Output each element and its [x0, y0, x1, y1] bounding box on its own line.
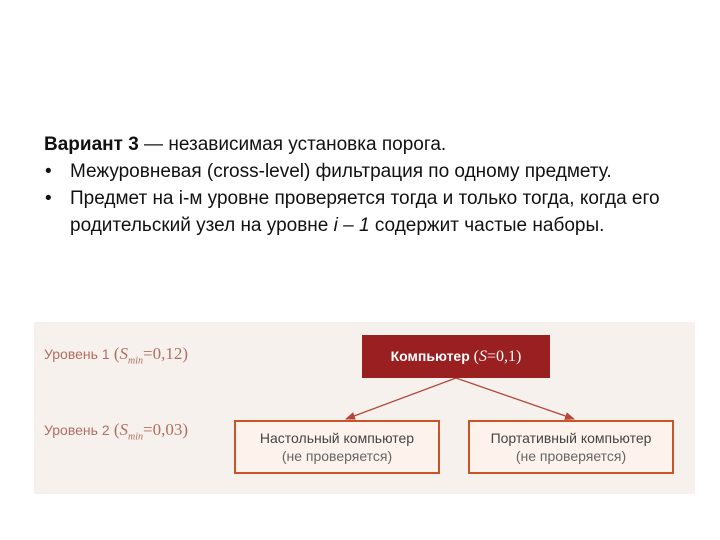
node-status: (не проверяется) — [515, 448, 627, 464]
bullet-marker: • — [45, 188, 52, 209]
variant-title: Вариант 3 — [44, 134, 139, 155]
bullet-text-part1: Предмет на i-м уровне проверяется тогда и только тогда, когда его родительский узел на уровне — [70, 188, 660, 236]
node-status: (не проверяется) — [281, 448, 393, 464]
level-1-label: Уровень 1 $(S_{min}=0,12)$ — [44, 344, 189, 367]
variant-description: — независимая установка порога. — [138, 134, 447, 155]
bullet-text-part2: содержит частые наборы. — [369, 215, 605, 236]
slide-heading — [44, 131, 704, 158]
level-2-label: Уровень 2 $(S_{min}=0,03)$ — [44, 420, 189, 443]
bullet-item-2 — [44, 185, 704, 239]
slide-text — [44, 131, 704, 239]
node-computer-label: Компьютер (S=0,1) — [390, 347, 522, 365]
bullet-item-1 — [44, 158, 704, 185]
node-laptop-computer — [468, 420, 674, 474]
edge-root-to-laptop — [456, 378, 574, 419]
node-computer — [362, 335, 550, 378]
edge-root-to-desktop — [346, 378, 456, 419]
bullet-marker: • — [45, 161, 52, 182]
node-desktop-computer — [234, 420, 440, 474]
bullet-text: Межуровневая (cross-level) фильтрация по одному предмету. — [70, 161, 612, 182]
bullet-text-italic: i – 1 — [333, 215, 370, 236]
hierarchy-diagram — [34, 322, 695, 494]
node-label: Настольный компьютер — [259, 430, 415, 446]
node-label: Портативный компьютер — [490, 430, 652, 446]
